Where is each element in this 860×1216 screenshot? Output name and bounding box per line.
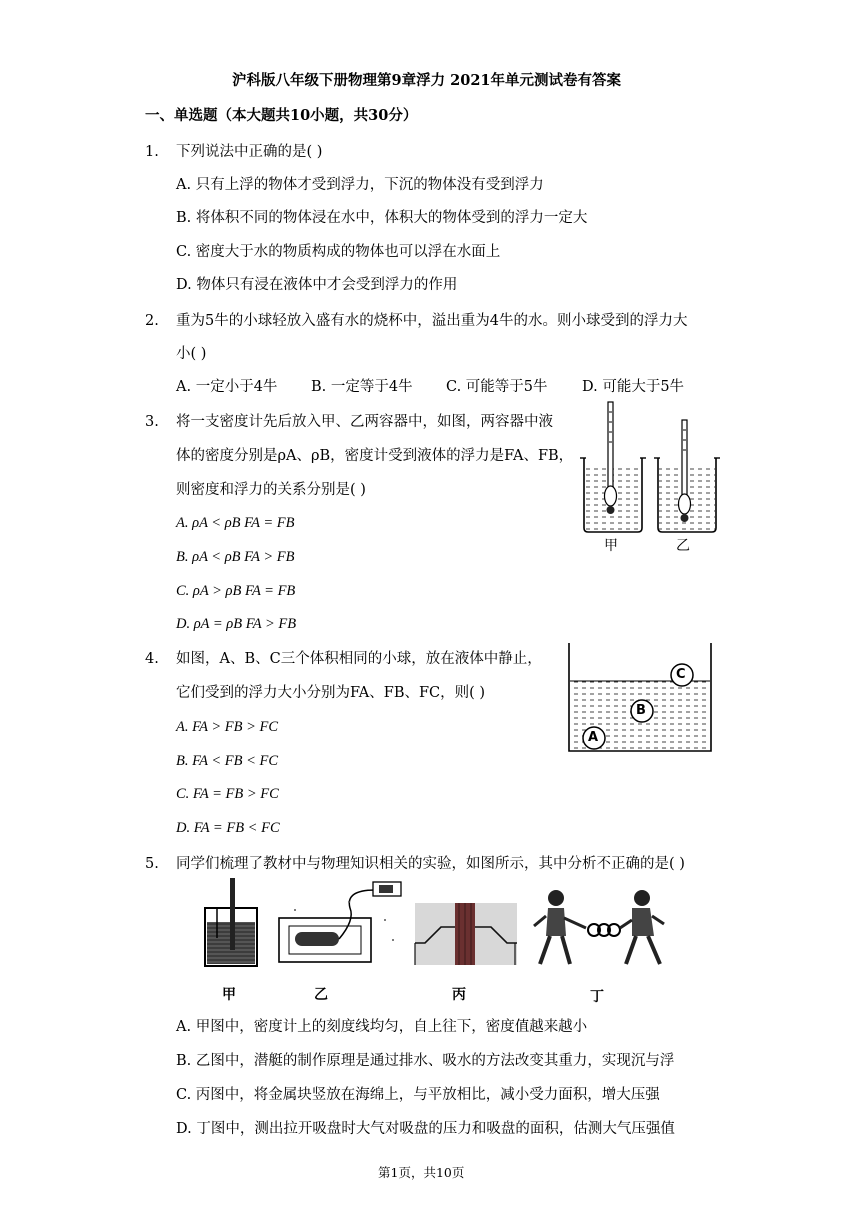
q3-stem-line2: 体的密度分别是ρA、ρB，密度计受到液体的浮力是FA、FB， [176,448,574,464]
q2-option-d: D. 可能大于5牛 [582,379,685,395]
q4-option-d: D. FA = FB < FC [176,820,280,836]
q5-option-a: A. 甲图中，密度计上的刻度线均匀，自上往下，密度值越来越小 [176,1019,588,1035]
q5-option-b: B. 乙图中，潜艇的制作原理是通过排水、吸水的方法改变其重力，实现沉与浮 [176,1053,675,1069]
q2-option-c: C. 可能等于5牛 [446,379,548,395]
q3-option-a: A. ρA < ρB FA = FB [176,515,295,531]
q3-hydrometer-figure [578,400,728,560]
q5-option-d: D. 丁图中，测出拉开吸盘时大气对吸盘的压力和吸盘的面积，估测大气压强值 [176,1121,675,1137]
page-title: 沪科版八年级下册物理第9章浮力 2021年单元测试卷有答案 [232,72,621,89]
q5-figure-jia [203,878,263,968]
q1-option-c: C. 密度大于水的物质构成的物体也可以浮在水面上 [176,244,501,260]
q1-stem: 下列说法中正确的是( ) [176,144,323,160]
q3-number: 3. [145,414,159,430]
q5-figure-label-yi: 乙 [314,987,328,1003]
q5-option-c: C. 丙图中，将金属块竖放在海绵上，与平放相比，减小受力面积，增大压强 [176,1087,660,1103]
q4-option-b: B. FA < FB < FC [176,753,279,769]
q4-stem-line2: 它们受到的浮力大小分别为FA、FB、FC，则( ) [176,685,486,701]
q3-stem-line1: 将一支密度计先后放入甲、乙两容器中，如图，两容器中液 [176,414,553,430]
q1-option-a: A. 只有上浮的物体才受到浮力，下沉的物体没有受到浮力 [176,177,544,193]
q4-number: 4. [145,651,159,667]
q5-number: 5. [145,856,159,872]
q5-figure-label-bing: 丙 [452,987,466,1003]
q3-option-d: D. ρA = ρB FA > FB [176,616,297,632]
section-heading: 一、单选题（本大题共10小题，共30分） [145,107,418,124]
q2-stem-line2: 小( ) [176,346,207,362]
q3-stem-line3: 则密度和浮力的关系分别是( ) [176,482,366,498]
q4-ball-a-label: A [588,730,599,745]
q1-option-d: D. 物体只有浸在液体中才会受到浮力的作用 [176,277,458,293]
q4-option-a: A. FA > FB > FC [176,719,279,735]
q5-figure-label-jia: 甲 [222,987,236,1003]
q5-figure-bing [415,903,519,967]
q1-option-b: B. 将体积不同的物体浸在水中，体积大的物体受到的浮力一定大 [176,210,588,226]
q3-option-b: B. ρA < ρB FA > FB [176,549,295,565]
q4-ball-b-label: B [636,703,646,718]
q4-ball-c-label: C [676,667,686,682]
q5-stem: 同学们梳理了教材中与物理知识相关的实验，如图所示，其中分析不正确的是( ) [176,856,685,872]
q2-option-a: A. 一定小于4牛 [176,379,278,395]
q2-option-b: B. 一定等于4牛 [311,379,413,395]
q3-figure-label-yi: 乙 [676,538,690,554]
q3-option-c: C. ρA > ρB FA = FB [176,583,296,599]
q5-figure-yi [275,880,405,970]
q1-number: 1. [145,144,159,160]
q2-number: 2. [145,313,159,329]
q5-figure-ding [528,886,668,976]
q4-stem-line1: 如图，A、B、C三个体积相同的小球，放在液体中静止， [176,651,542,667]
q4-option-c: C. FA = FB > FC [176,786,279,802]
q5-figure-label-ding: 丁 [590,989,604,1005]
q2-stem-line1: 重为5牛的小球轻放入盛有水的烧杯中，溢出重为4牛的水。则小球受到的浮力大 [176,313,688,329]
q3-figure-label-jia: 甲 [604,538,618,554]
page-footer: 第1页，共10页 [378,1165,465,1180]
